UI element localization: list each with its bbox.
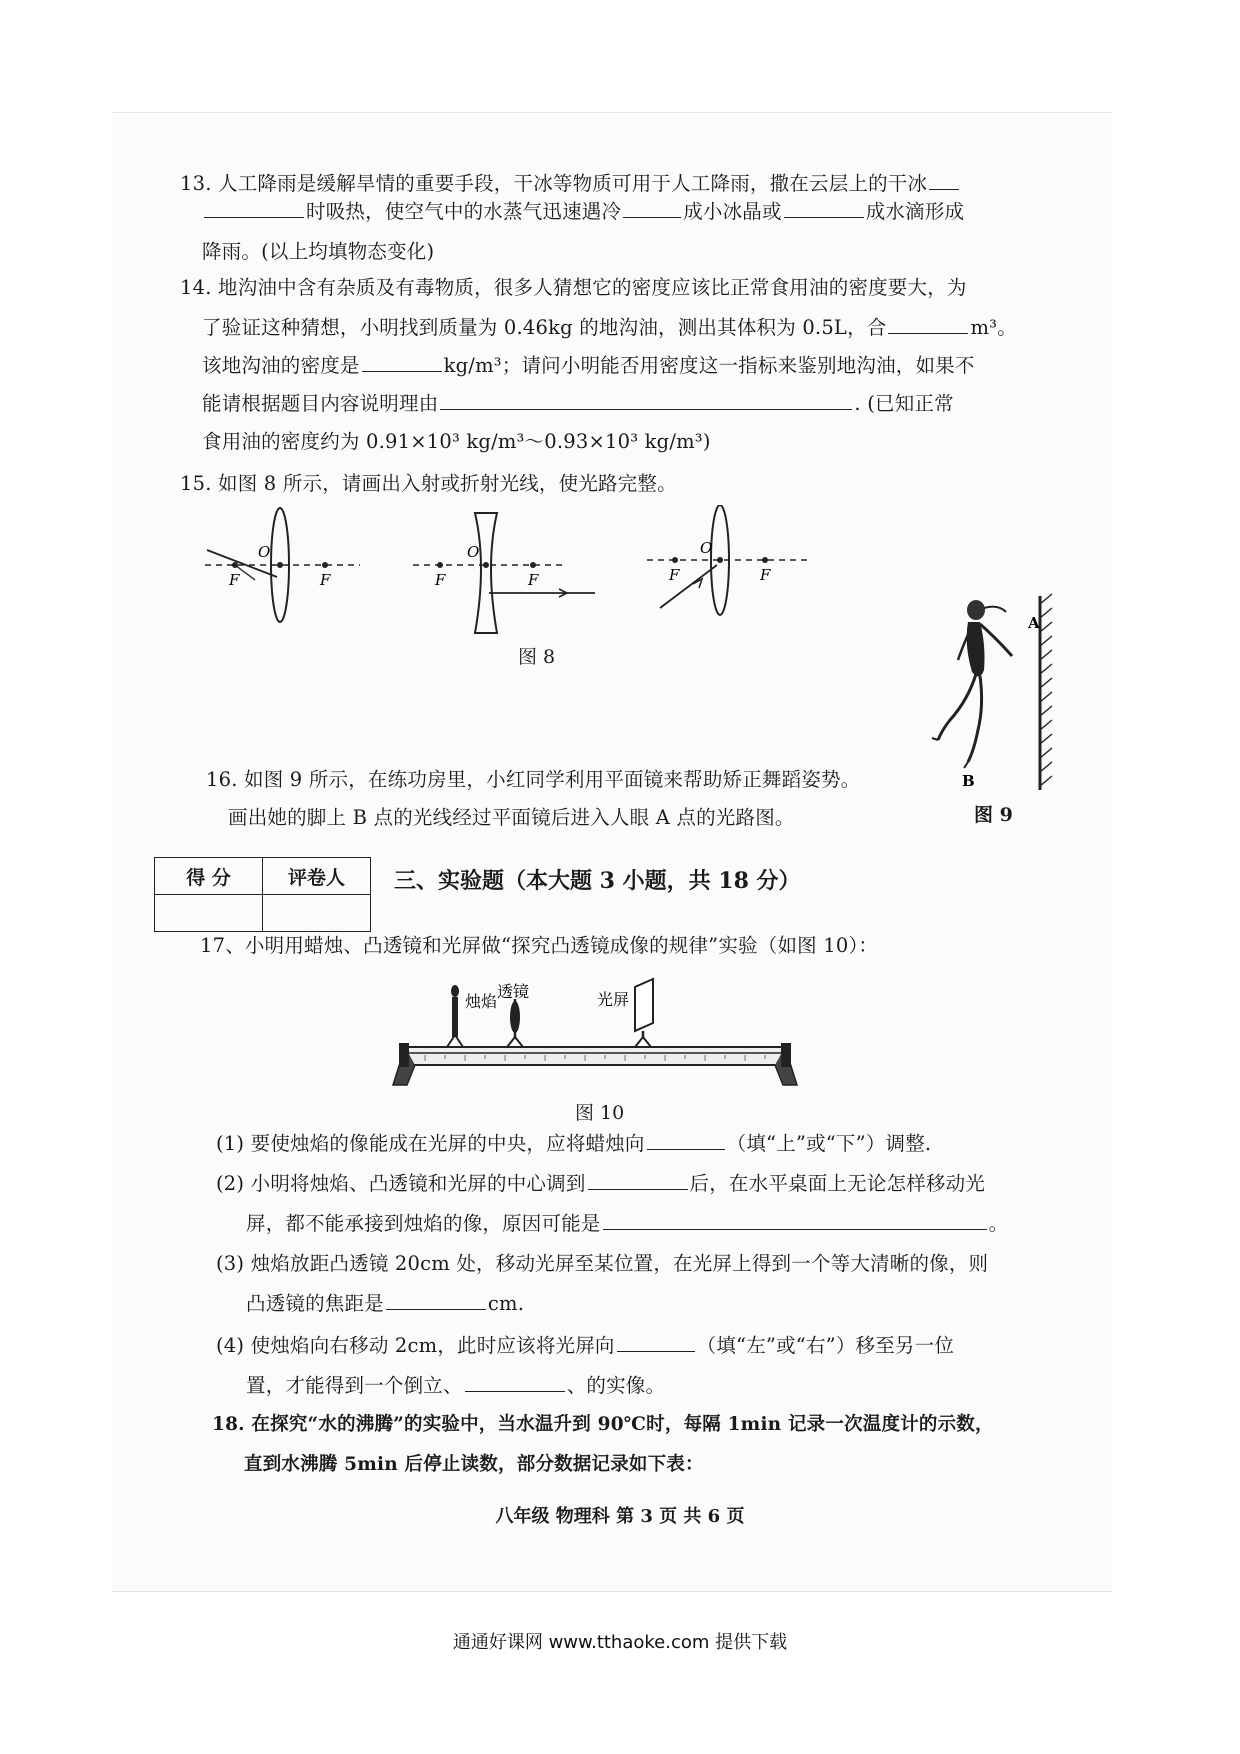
q18-line1: 18. 在探究“水的沸腾”的实验中，当水温升到 90℃时，每隔 1min 记录一次温度计的示数， <box>212 1414 994 1435</box>
q13-blank-1 <box>929 171 959 190</box>
q13-line2-a: 时吸热，使空气中的水蒸气迅速遇冷 <box>306 200 622 223</box>
q14-line5: 食用油的密度约为 0.91×10³ kg/m³～0.93×10³ kg/m³) <box>202 430 711 453</box>
q14-blank-density <box>362 353 442 372</box>
q17-part4-c: 置，才能得到一个倒立、 <box>246 1374 463 1397</box>
q17-part2-b: 后，在水平桌面上无论怎样移动光 <box>689 1172 986 1195</box>
q16-line1: 16. 如图 9 所示，在练功房里，小红同学利用平面镜来帮助矫正舞蹈姿势。 <box>206 768 861 791</box>
q14-line4-a: 能请根据题目内容说明理由 <box>202 392 439 415</box>
fig8-3-label-f-left: F <box>669 566 680 584</box>
q17-part2-line1 <box>216 1168 985 1196</box>
q14-line4 <box>202 388 954 416</box>
fig8-caption: 图 8 <box>518 646 556 668</box>
candle <box>447 985 463 1047</box>
q13-line1-text: 13. 人工降雨是缓解旱情的重要手段，干冰等物质可用于人工降雨，撒在云层上的干冰 <box>180 172 928 195</box>
q13-blank-2 <box>204 199 304 218</box>
fig9-label-b: B <box>962 772 975 790</box>
q14-line1: 14. 地沟油中含有杂质及有毒物质，很多人猜想它的密度应该比正常食用油的密度要大，为 <box>180 276 967 299</box>
q14-line3-b: kg/m³；请问小明能否用密度这一指标来鉴别地沟油，如果不 <box>443 354 975 377</box>
dancer-figure <box>932 600 1012 768</box>
q17-blank-5 <box>617 1333 695 1352</box>
q13-line1 <box>180 168 961 196</box>
fig8-convex-lens-1 <box>205 508 360 622</box>
download-credit: 通通好课网 www.tthaoke.com 提供下载 <box>452 1632 788 1653</box>
q14-line2 <box>202 312 1017 340</box>
q17-part4-b: （填“左”或“右”）移至另一位 <box>696 1334 955 1357</box>
fig8-1-label-f-left: F <box>229 571 240 589</box>
fig8-2-label-f-left: F <box>435 571 446 589</box>
q17-blank-3 <box>603 1211 987 1230</box>
fig8-3-label-f-right: F <box>760 566 771 584</box>
q17-part4-line2 <box>246 1370 665 1398</box>
fig10-label-lens: 透镜 <box>497 982 530 1001</box>
fig8-1-label-f-right: F <box>320 571 331 589</box>
q17-part2-line2 <box>246 1208 1008 1236</box>
figure-8-lens-diagrams <box>195 505 855 665</box>
fig10-label-candle: 烛焰 <box>465 992 498 1011</box>
light-screen <box>635 979 653 1047</box>
fig9-label-a: A <box>1028 614 1040 632</box>
q17-blank-4 <box>386 1291 486 1310</box>
q18-line2: 直到水沸腾 5min 后停止读数，部分数据记录如下表： <box>244 1454 704 1475</box>
figure-9-dancer-mirror <box>928 590 1068 805</box>
q17-blank-2 <box>588 1171 688 1190</box>
q13-blank-4 <box>784 199 864 218</box>
q17-part3-c: cm. <box>487 1292 525 1315</box>
figure-10-optical-bench <box>385 975 825 1095</box>
q14-blank-reason <box>440 391 852 410</box>
q17-part4-d: 、的实像。 <box>566 1374 666 1397</box>
q17-part1 <box>216 1128 931 1156</box>
grader-col-label: 评卷人 <box>263 858 371 895</box>
fig8-1-label-o: O <box>258 543 271 561</box>
fig9-caption: 图 9 <box>974 804 1013 826</box>
grader-cell <box>263 895 371 932</box>
fig8-2-label-o: O <box>467 543 480 561</box>
section-3-heading: 三、实验题（本大题 3 小题，共 18 分） <box>394 868 801 894</box>
fig8-convex-lens-2 <box>647 505 810 615</box>
optical-bench <box>393 1043 797 1085</box>
q13-blank-3 <box>623 199 681 218</box>
fig8-3-label-o: O <box>700 539 713 557</box>
q17-part1-a: (1) 要使烛焰的像能成在光屏的中央，应将蜡烛向 <box>216 1132 645 1155</box>
fig10-caption: 图 10 <box>575 1102 625 1124</box>
q13-line3: 降雨。(以上均填物态变化) <box>202 240 435 263</box>
q14-line2-unit: m³。 <box>970 316 1017 339</box>
score-table <box>154 857 371 932</box>
q14-line4-b: . (已知正常 <box>854 392 954 415</box>
score-col-label: 得 分 <box>155 858 263 895</box>
q17-part3-line2 <box>246 1288 524 1316</box>
convex-lens <box>507 999 523 1047</box>
q17-blank-1 <box>647 1131 725 1150</box>
q13-line2-b: 成小冰晶或 <box>683 200 782 223</box>
q17-blank-6 <box>465 1373 565 1392</box>
q14-line3 <box>202 350 975 378</box>
q17-part4-a: (4) 使烛焰向右移动 2cm，此时应该将光屏向 <box>216 1334 615 1357</box>
q13-line2-c: 成水滴形成 <box>865 200 965 223</box>
q17-part2-c: 屏，都不能承接到烛焰的像，原因可能是 <box>246 1212 601 1235</box>
q14-line2-a: 了验证这种猜想，小明找到质量为 0.46kg 的地沟油，测出其体积为 0.5L，合 <box>202 316 887 339</box>
q17-intro: 17、小明用蜡烛、凸透镜和光屏做“探究凸透镜成像的规律”实验（如图 10）： <box>200 934 879 957</box>
q17-part4-line1 <box>216 1330 954 1358</box>
fig10-label-screen: 光屏 <box>597 990 630 1009</box>
q17-part3-b: 凸透镜的焦距是 <box>246 1292 384 1315</box>
q17-part1-b: （填“上”或“下”）调整. <box>726 1132 932 1155</box>
q13-line2 <box>202 196 964 224</box>
q15-text: 15. 如图 8 所示，请画出入射或折射光线，使光路完整。 <box>180 472 677 495</box>
fig8-2-label-f-right: F <box>528 571 539 589</box>
page-footer: 八年级 物理科 第 3 页 共 6 页 <box>495 1506 745 1527</box>
score-cell <box>155 895 263 932</box>
q17-part2-end: 。 <box>988 1212 1009 1235</box>
q14-line3-a: 该地沟油的密度是 <box>202 354 360 377</box>
q14-blank-volume <box>888 315 968 334</box>
q16-line2: 画出她的脚上 B 点的光线经过平面镜后进入人眼 A 点的光路图。 <box>228 806 795 829</box>
q17-part2-a: (2) 小明将烛焰、凸透镜和光屏的中心调到 <box>216 1172 586 1195</box>
mirror-hatching <box>1040 594 1052 786</box>
q17-part3-line1: (3) 烛焰放距凸透镜 20cm 处，移动光屏至某位置，在光屏上得到一个等大清晰的像，则 <box>216 1252 989 1275</box>
